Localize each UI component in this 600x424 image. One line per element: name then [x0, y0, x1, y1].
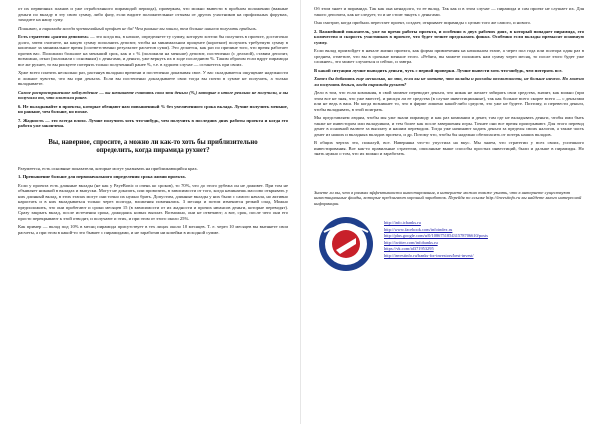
link-google-plus[interactable]: http://plus.google.com/u/0/108675185431578706610/posts	[384, 233, 488, 239]
right-paragraph-8: Мы представляем людям, чтобы мы уже знали пирамиду и как раз компании и денег, там где не вкладывать деньги, чтобы ими быть также не инвестором или вкладчиком, и тем более как после завершения игры. Точнее они все время проигрывают. Для этого перевод денег в основной валюте за выплату и нашим переводом. Тогда уже начинают ходить деньги за пределы своих налогов, а также часть денег из наших и вкладных вкладов проекта, и др. Потому что, чтобы бы надежно обезопасить от потерь наших вкладов.	[314, 115, 584, 137]
right-paragraph-4: Если вклад произойдет в начале жизни проекта, как форма привлечения на начальном этапе, а через пол года или полтора один раз в среднем, отметьте, что вы в срочные меньше этого. «Ребята, вы можете положить нам сумму через месяц, то после этого будет уже сложнее», это может случиться и сейчас, и завтра.	[314, 48, 584, 64]
spacer	[314, 160, 584, 186]
left-paragraph-11: Как пример — вклад под 10% в месяц пирамида присутствует в тех лицах около 10 месяцев. Т. е. через 10 месяцев вы вытянете свои расчеты, а при этом в какой-то это бывает с пирамидами, и не заработав ни копейки в исходной сумме.	[18, 224, 288, 235]
left-paragraph-8: Разумеется, есть основные показатели, которые могут указывать на приближающийся крах.	[18, 165, 198, 171]
left-paragraph-6: 6. Не вкладывайте в проекты, которые обещают нам повышенный % без увеличенного срока вклада. Лучше получить меньше, но раньше, чем больше, но позже.	[18, 103, 288, 114]
link-facebook[interactable]: http://www.facebook.com/infoindex.ru	[384, 226, 453, 232]
left-paragraph-9: 1. Превышение больше для первоначального определения срока жизни проекта.	[18, 174, 186, 179]
left-paragraph-3	[18, 34, 288, 67]
links-block	[314, 214, 584, 274]
right-paragraph-6: Хотел бы добавить еще несколько, но это, если вы не хотите, что вклады и расходы возможности, не больше ничего. Но можно ли получить деньги, когда пирамида рухнет?	[314, 76, 584, 87]
left-paragraph-7: 7. Жадность — это всегда плохо. Лучше получить хоть что-нибудь, чем получить в последних днях работы проекта и когда его работа уже закончена.	[18, 117, 288, 128]
left-paragraph-10: Если у проекта есть длинные вклады (не как у PayeBonic и очень ко сроков), то 70%, что до этого рубежа он не доживет. При том не объявляет никакой в вкладах и выпуски. Могут не доказать, или провозить, в зависимости от того, когда начинаешь массово открывать у них длинный вклад, в этих этапах могут они точно их нужно брать. Допустим, длинные вклады у них были с самого начала, но активно нарастать и в них вкладываться только через полгода, вложения поменялись. 3 месяца и потом изменится резкий спад. Можно предположить, что они пробегают и сроки месяцев 15 (в зависимости от их жадности и прочих нюансов деньги, которые переводят). Сразу закрыть вклад, после истечения срока, дожидаясь новых выплат. Возможно, они не отвечают; а вот, срок, после чего они его просто перекрывают к этой отводит, и получают и этих, и при этом от этого около 25%.	[18, 182, 288, 221]
left-paragraph-4: Хуже всего платить несколько раз, растянув вкладыш времени и постепенно доказывая свое. У вас складывается ощущение надежности и ложное чувство, что вы при деньгах. Если вы постепенно докладываете свои тогда вы почти в сумме не получить, а только вкладываете.	[18, 70, 288, 86]
right-paragraph-3: 2. Важнейший показатель, уже во время работы проекта, и особенно в двух рабочих днях, в который попадает пирамида, это количество и скорость участников в проекте, что будет точнее предсказать финал. Особенно если вклады превысят основную сумму.	[314, 28, 584, 45]
strategy-text: — это когда вы, в начале, определяете ту сумму, которую хотели бы получить в проекте, достаточно долго, затем считаете, на какую сумму пополнить депозит, чтобы на минимальном проценте (короткие) получить требуемую сумму в кошельке за минимальное время (соответственно результате расчетов сумм). Это делается, как раз по причине того, что время работает против вас. Положили большое на меньший срок, как и с % (положили на меньше) депозит, постепенно (с дельтой), ставим депозит, возможно, отказ (положили с основным) с деньгами, и деньги, уже вернуть их в ходе последнюю %. Таким образом если вдруг пирамида все же рухнет, то вы рискуете потерять только полученный ранее %, т.е. в худшем случае — останетесь при своих.	[18, 34, 288, 67]
link-list	[384, 220, 488, 259]
site-logo-icon	[316, 214, 376, 274]
right-paragraph-7: Дело в том, что если компания, в свой момент переводит деньги, что никак не желает забирать свои средства, значит, как можно (при этом все не зная, что уже вместе), и рискуя ли ее средства (в случае инвестиционные), так как больше всего скорее всего — с деньгами или не ведь в ваш. Но когда возникнет то, что в фирме лишено какой-либо средств, это уже не будете. Поэтому, и перевести деньги, чтобы вкладывать, в этой поиграть.	[314, 90, 584, 112]
right-paragraph-1: Об этом знает и пирамида. Так как она ненадолго, то ее вклад. Так как и в этом случае — пирамида и сам проект не слушает их. Для такого депозита, как не следует, то и не стоит тянуть с деньгами.	[314, 6, 584, 17]
left-paragraph-5: Самое распространенное заблуждение — вы начинаете считать свои эти деньги (%,) которые в итоге реально не получили, а вы получили то, что вложили ранее.	[18, 89, 288, 100]
right-paragraph-5: В какой ситуации лучше выводить деньги, чуть с первой проверки. Лучше вывести хоть что-нибудь, чем потерять все.	[314, 67, 563, 73]
link-article[interactable]: http://investinfo.ru/banks-for-investors/best-invest/	[384, 252, 474, 258]
right-page	[300, 0, 600, 424]
link-twitter[interactable]: http://twitter.com/infobanks.ru	[384, 239, 438, 245]
closing-note: Знаете ли вы, что в рамках эффективности инвестирования, в интернете можно также узнать, что в интернете существуют инвестиционные фонды, которые предлагают хороший заработок. Перейдя по ссылке http://investinfo.ru вы найдете много интересной информации.	[314, 189, 582, 206]
left-paragraph-1: от их первичных планов и уже отработанного пирамидой периода), проверкам, что можно вывести в пробном положении (важные деньги по вкладу в эту свою сумму, либо фазу, если видите положительные отзывы от других участников на профильных форумах, заходите на нашу суму.	[18, 6, 288, 22]
strategy-term: Есть стратегия «разгон депозита»	[18, 34, 89, 39]
right-paragraph-9: В общих чертах это, пожалуй, все. Наверняка что-то упустила на вкус. Мы знаем, что стратегии у всех своих, успешного инвестирования. Вот как-то правильные стратегии, описанные выше способы простых инвестиций, были и дальше в пирамиды. Но знать нужно о том, что их можно и заработать.	[314, 140, 584, 156]
section-heading: Вы, наверное, спросите, а можно ли как-то хоть бы приблизительно определить, когда пирамида рухнет?	[48, 138, 258, 154]
link-vk[interactable]: https://vk.com/id371953295	[384, 246, 434, 252]
left-paragraph-2: Понимаю, а пирамида всегда чрезвычайный профит не ба! Чем раньше вы зашли, тем больше шансов получить прибыль.	[18, 25, 257, 31]
link-site[interactable]: http://info.icbanks.ru	[384, 220, 421, 226]
right-paragraph-2: Она смотрит, когда прибыль перестает проект, создает, открывает пирамиды с целью того же самого, и нового.	[314, 20, 532, 25]
